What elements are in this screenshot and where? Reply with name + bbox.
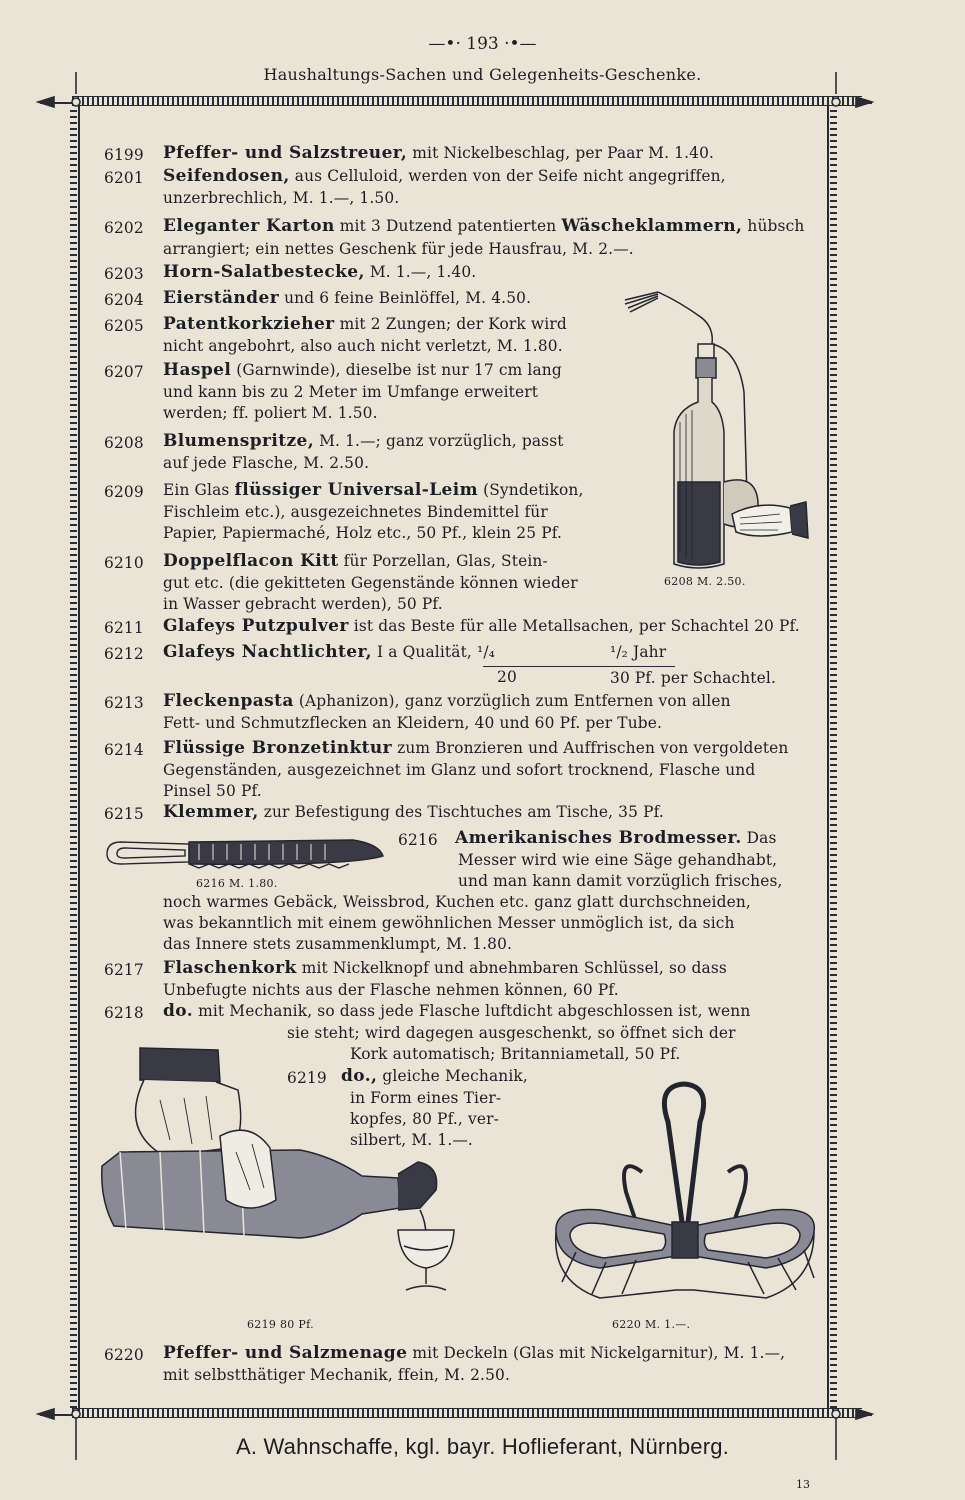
bread-knife-illustration bbox=[103, 834, 393, 874]
item-text: und kann bis zu 2 Meter im Umfange erweitert bbox=[163, 383, 539, 401]
page-number: 193 bbox=[466, 34, 499, 54]
item-name: Klemmer, bbox=[163, 802, 259, 822]
item-name: Glafeys Nachtlichter, bbox=[163, 642, 372, 662]
price-quarter-year: 20 bbox=[497, 668, 517, 686]
item-text: Das bbox=[741, 829, 777, 847]
item-name: Horn-Salatbestecke, bbox=[163, 262, 365, 282]
item-number: 6216 bbox=[398, 831, 438, 849]
price-half-year: 30 Pf. per Schachtel. bbox=[610, 669, 777, 687]
item-number: 6207 bbox=[104, 363, 144, 381]
item-name: Amerikanisches Brodmesser. bbox=[455, 828, 742, 848]
item-text: (Garnwinde), dieselbe ist nur 17 cm lang bbox=[231, 361, 562, 379]
item-text: gut etc. (die gekitteten Gegenstände können wieder bbox=[163, 574, 578, 592]
item-name: Fleckenpasta bbox=[163, 691, 294, 711]
item-text: M. 1.—; ganz vorzüglich, passt bbox=[314, 432, 564, 450]
item-number: 6204 bbox=[104, 291, 144, 309]
item-text: silbert, M. 1.—. bbox=[350, 1131, 473, 1149]
item-text: was bekanntlich mit einem gewöhnlichen Messer unmöglich ist, da sich bbox=[163, 914, 735, 932]
item-name: Eierständer bbox=[163, 288, 280, 308]
item-text: in Form eines Tier- bbox=[350, 1089, 502, 1107]
item-name: Doppelflacon Kitt bbox=[163, 551, 339, 571]
item-name: Flüssige Bronzetinktur bbox=[163, 738, 393, 758]
item-number: 6202 bbox=[104, 219, 144, 237]
item-text: gleiche Mechanik, bbox=[377, 1067, 528, 1085]
item-number: 6215 bbox=[104, 805, 144, 823]
item-text: Messer wird wie eine Säge gehandhabt, bbox=[458, 851, 778, 869]
sheet-number: 13 bbox=[796, 1478, 810, 1491]
dash-ornament: —•· bbox=[428, 34, 467, 54]
item-number: 6214 bbox=[104, 741, 144, 759]
item-name: Haspel bbox=[163, 360, 232, 380]
item-text: mit Nickelbeschlag, per Paar M. 1.40. bbox=[407, 144, 715, 162]
item-text: nicht angebohrt, also auch nicht verletzt, M. 1.80. bbox=[163, 337, 563, 355]
item-text: sie steht; wird dagegen ausgeschenkt, so öffnet sich der bbox=[287, 1024, 736, 1042]
item-text: arrangiert; ein nettes Geschenk für jede Hausfrau, M. 2.—. bbox=[163, 240, 634, 258]
item-number: 6212 bbox=[104, 645, 144, 663]
item-number: 6199 bbox=[104, 146, 144, 164]
item-number: 6208 bbox=[104, 434, 144, 452]
item-number: 6210 bbox=[104, 554, 144, 572]
item-text: mit Deckeln (Glas mit Nickelgarnitur), M. 1.—, bbox=[407, 1344, 786, 1362]
item-number: 6219 bbox=[287, 1069, 327, 1087]
item-number: 6218 bbox=[104, 1004, 144, 1022]
image-caption: 6208 M. 2.50. bbox=[664, 575, 746, 588]
publisher-footer: A. Wahnschaffe, kgl. bayr. Hoflieferant, Nürnberg. bbox=[235, 1434, 730, 1459]
flower-sprayer-illustration bbox=[640, 282, 800, 572]
item-text: Ein Glas bbox=[163, 481, 235, 499]
pouring-bottle-illustration bbox=[100, 1040, 470, 1310]
item-text: Papier, Papiermaché, Holz etc., 50 Pf., klein 25 Pf. bbox=[163, 524, 563, 542]
item-text: aus Celluloid, werden von der Seife nicht angegriffen, bbox=[289, 167, 726, 185]
item-name: Blumenspritze, bbox=[163, 431, 315, 451]
item-name: Glafeys Putzpulver bbox=[163, 616, 349, 636]
item-text: Kork automatisch; Britanniametall, 50 Pf. bbox=[350, 1045, 681, 1063]
item-text: mit Mechanik, so dass jede Flasche luftdicht abgeschlossen ist, wenn bbox=[193, 1002, 751, 1020]
item-text: und man kann damit vorzüglich frisches, bbox=[458, 872, 783, 890]
item-text: Fischleim etc.), ausgezeichnetes Bindemittel für bbox=[163, 503, 548, 521]
item-text: (Aphanizon), ganz vorzüglich zum Entfernen von allen bbox=[293, 692, 731, 710]
image-caption: 6219 80 Pf. bbox=[247, 1318, 314, 1331]
item-text: Unbefugte nichts aus der Flasche nehmen können, 60 Pf. bbox=[163, 981, 619, 999]
item-text: und 6 feine Beinlöffel, M. 4.50. bbox=[279, 289, 532, 307]
item-name: Flaschenkork bbox=[163, 958, 297, 978]
item-text: mit 2 Zungen; der Kork wird bbox=[334, 315, 567, 333]
item-number: 6209 bbox=[104, 483, 144, 501]
item-text: unzerbrechlich, M. 1.—, 1.50. bbox=[163, 189, 400, 207]
item-name: flüssiger Universal-Leim bbox=[234, 480, 479, 500]
item-text: zum Bronzieren und Auffrischen von vergoldeten bbox=[392, 739, 789, 757]
page-title: Haushaltungs-Sachen und Gelegenheits-Geschenke. bbox=[263, 65, 702, 84]
item-text: hübsch bbox=[742, 217, 805, 235]
dash-ornament: ·•— bbox=[498, 34, 537, 54]
item-text: ist das Beste für alle Metallsachen, per Schachtel 20 Pf. bbox=[348, 617, 800, 635]
image-caption: 6220 M. 1.—. bbox=[612, 1318, 691, 1331]
item-name: do., bbox=[341, 1066, 378, 1086]
item-text: zur Befestigung des Tischtuches am Tische, 35 Pf. bbox=[258, 803, 664, 821]
item-text: ¹/₂ Jahr bbox=[610, 643, 667, 661]
item-number: 6205 bbox=[104, 317, 144, 335]
item-text: kopfes, 80 Pf., ver- bbox=[350, 1110, 499, 1128]
item-number: 6211 bbox=[104, 619, 144, 637]
item-name: do. bbox=[163, 1001, 194, 1021]
item-number: 6217 bbox=[104, 961, 144, 979]
item-name: Patentkorkzieher bbox=[163, 314, 335, 334]
item-name: Pfeffer- und Salzmenage bbox=[163, 1343, 408, 1363]
item-text: mit selbstthätiger Mechanik, ffein, M. 2.50. bbox=[163, 1366, 510, 1384]
item-text: das Innere stets zusammenklumpt, M. 1.80. bbox=[163, 935, 513, 953]
item-text: Fett- und Schmutzflecken an Kleidern, 40 und 60 Pf. per Tube. bbox=[163, 714, 663, 732]
item-text: I a Qualität, ¹/₄ bbox=[371, 643, 495, 661]
item-name: Wäscheklammern, bbox=[561, 216, 743, 236]
item-number: 6203 bbox=[104, 265, 144, 283]
item-line bbox=[163, 143, 714, 164]
item-text: mit 3 Dutzend patentierten bbox=[334, 217, 562, 235]
item-text: Gegenständen, ausgezeichnet im Glanz und sofort trocknend, Flasche und bbox=[163, 761, 756, 779]
image-caption: 6216 M. 1.80. bbox=[196, 877, 278, 890]
item-text: mit Nickelknopf und abnehmbaren Schlüssel, so dass bbox=[296, 959, 727, 977]
item-text: M. 1.—, 1.40. bbox=[364, 263, 477, 281]
item-name: Eleganter Karton bbox=[163, 216, 335, 236]
item-text: für Porzellan, Glas, Stein- bbox=[338, 552, 548, 570]
item-name: Pfeffer- und Salzstreuer, bbox=[163, 143, 408, 163]
item-text: auf jede Flasche, M. 2.50. bbox=[163, 454, 370, 472]
item-text: in Wasser gebracht werden), 50 Pf. bbox=[163, 595, 443, 613]
item-text: (Syndetikon, bbox=[478, 481, 584, 499]
item-text: werden; ff. poliert M. 1.50. bbox=[163, 404, 378, 422]
item-number: 6213 bbox=[104, 694, 144, 712]
item-text: noch warmes Gebäck, Weissbrod, Kuchen etc. ganz glatt durchschneiden, bbox=[163, 893, 751, 911]
salt-pepper-set-illustration bbox=[552, 1082, 822, 1312]
item-name: Seifendosen, bbox=[163, 166, 290, 186]
item-number: 6201 bbox=[104, 169, 144, 187]
item-text: Pinsel 50 Pf. bbox=[163, 782, 262, 800]
item-number: 6220 bbox=[104, 1346, 144, 1364]
